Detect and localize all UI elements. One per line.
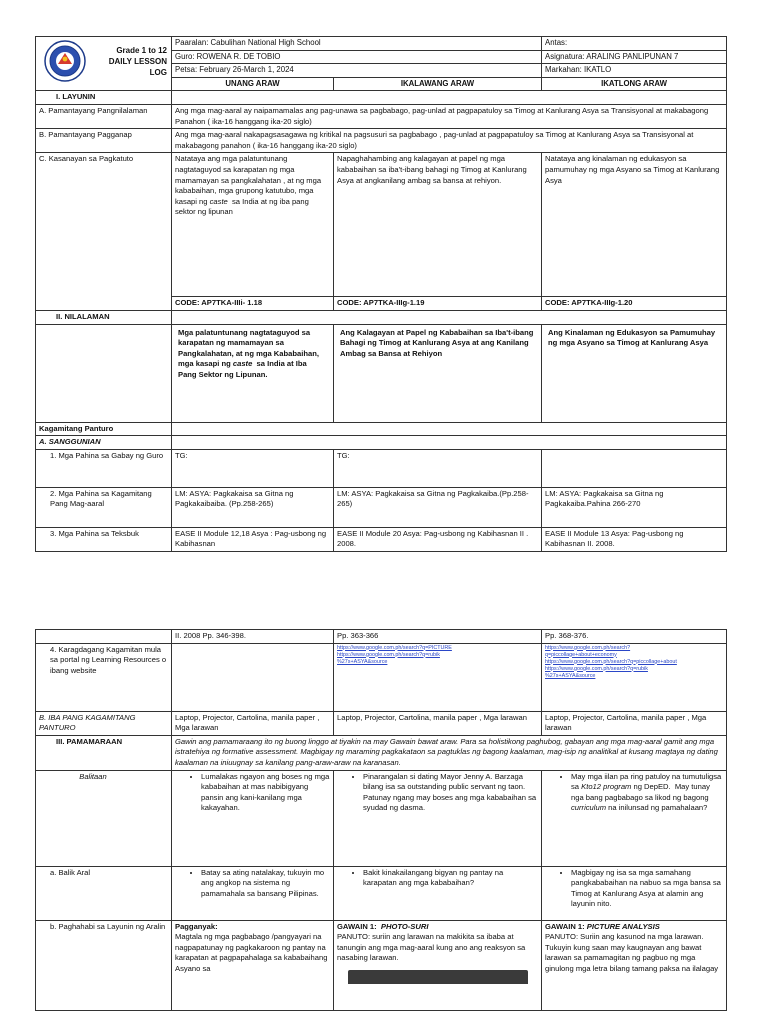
- paghahabi-day-1: [172, 920, 334, 1010]
- teksbuk-day-1: EASE II Module 12,18 Asya : Pag-usbong ng Kabihasnan: [172, 527, 334, 551]
- resource-link[interactable]: https://www.google.com.ph/search?q=PICTURE: [337, 644, 452, 651]
- list-item: • Pinarangalan si dating Mayor Jenny A. Barzaga bilang isa sa outstanding public servant ng taon. Patunay ngang may boses ang mga kababaihan sa syudad ng dasma.: [363, 772, 538, 814]
- kagamitang-mag-aaral-day-2: LM: ASYA: Pagkakaisa sa Gitna ng Pagkakaiba.(Pp.258-265): [334, 487, 542, 527]
- nilalaman-empty: [172, 310, 727, 324]
- gabay-guro-day-3: [542, 449, 727, 487]
- list-item: • May mga iilan pa ring patuloy na tumutuligsa sa Kto12 program ng DepED. May tunay nga bang pagbabago sa likod ng bagong curriculum na inilunsad ng pamahalaan?: [571, 772, 723, 814]
- antas-field: Antas:: [542, 37, 727, 51]
- list-item: • Batay sa ating natalakay, tukuyin mo ang angkop na sistema ng pamamahala sa bansang Pilipinas.: [201, 868, 330, 900]
- day-2-header: IKALAWANG ARAW: [334, 77, 542, 91]
- iba-day-3: Laptop, Projector, Cartolina, manila paper , Mga larawan: [542, 711, 727, 735]
- day-1-header: UNANG ARAW: [172, 77, 334, 91]
- balik-aral-label: a. Balik Aral: [36, 866, 172, 920]
- balitaan-label: Balitaan: [36, 770, 172, 866]
- resource-link[interactable]: q=piccollage+about+economy: [545, 651, 617, 658]
- layunin-label: I. LAYUNIN: [36, 91, 172, 105]
- header-logo-cell: [36, 37, 172, 91]
- pamantayang-pagganap-text: Ang mga mag-aaral nakapagsasagawa ng kritikal na pagsusuri sa pagbabago , pag-unlad at pagpapatuloy sa Timog at Kanlurang Asya sa Transisyonal at makabagong panahon ( ika-16 hanggang ika-20 siglo): [172, 129, 727, 153]
- kasanayan-day-3: Natataya ang kinalaman ng edukasyon sa pamumuhay ng mga Asyano sa Timog at Kanlurang Asya: [542, 153, 727, 297]
- teksbuk-cont-day-1: II. 2008 Pp. 346-398.: [172, 630, 334, 644]
- pamantayang-pangnilalaman-label: A. Pamantayang Pangnilalaman: [36, 104, 172, 128]
- karagdagang-day-2: [334, 643, 542, 711]
- paghahabi-day-2: [334, 920, 542, 1010]
- teksbuk-cont-day-3: Pp. 368-376.: [542, 630, 727, 644]
- kasanayan-day-1: Natataya ang mga palatuntunang nagtataguyod sa karapatan ng mga mamamayan sa pangkalahatan , at ng mga kababaihan, mga grupong katutubo, mga kasapi ng caste sa India at ng iba pang sektor ng lipunan: [172, 153, 334, 297]
- grade-title-line-3: LOG: [149, 68, 167, 77]
- kagamitang-mag-aaral-label: 2. Mga Pahina sa Kagamitang Pang Mag-aaral: [36, 487, 172, 527]
- pagganyak-text: Magtala ng mga pagbabago /pangyayari na nagpapatunay ng pagkakaroon ng pantay na karapatan at pagpapahalaga sa kababaihang Asyano sa: [175, 932, 328, 973]
- asignatura-field: Asignatura: ARALING PANLIPUNAN 7: [542, 50, 727, 64]
- lesson-log-table-page-1: [35, 36, 727, 552]
- paaralan-field: Paaralan: Cabulihan National High School: [172, 37, 542, 51]
- paghahabi-label: b. Paghahabi sa Layunin ng Aralin: [36, 920, 172, 1010]
- deped-seal-icon: [44, 40, 86, 82]
- nilalaman-day-2: Ang Kalagayan at Papel ng Kababaihan sa Iba't-ibang Bahagi ng Timog at Kanlurang Asya at ang Kanilang Ambag sa Bansa at Rehiyon: [334, 324, 542, 422]
- photo-suri-text: PANUTO: suriin ang larawan na makikita sa ibaba at tanungin ang mga mag-aaral kung ano ang reaksyon sa nasabing larawan.: [337, 932, 526, 963]
- layunin-empty: [172, 91, 727, 105]
- karagdagang-kagamitan-label: 4. Karagdagang Kagamitan mula sa portal ng Learning Resources o ibang website: [36, 643, 172, 711]
- balitaan-day-1: [172, 770, 334, 866]
- list-item: • Bakit kinakailangang bigyan ng pantay na karapatan ang mga kababaihan?: [363, 868, 538, 889]
- balitaan-day-3: [542, 770, 727, 866]
- day-3-header: IKATLONG ARAW: [542, 77, 727, 91]
- pamantayang-pangnilalaman-text: Ang mga mag-aaral ay naipamamalas ang pag-unawa sa pagbabago, pag-unlad at pagpapatuloy sa Timog at Kanlurang Asya sa Transisyonal at makabagong Panahon ( ika-16 hanggang ika-20 siglo): [172, 104, 727, 128]
- kasanayan-label: C. Kasanayan sa Pagkatuto: [36, 153, 172, 311]
- photo-suri-title: GAWAIN 1: PHOTO-SURI: [337, 921, 429, 931]
- nilalaman-left-empty: [36, 324, 172, 422]
- resource-link[interactable]: https://www.google.com.ph/search?q=rubik: [337, 651, 440, 658]
- list-item: • Magbigay ng isa sa mga samahang pangkababaihan na nabuo sa mga bansa sa Timog at Kanlurang Asya at alamin ang layunin nito.: [571, 868, 723, 910]
- iba-day-2: Laptop, Projector, Cartolina, manila paper , Mga larawan: [334, 711, 542, 735]
- code-day-3: CODE: AP7TKA-IIIg-1.20: [542, 297, 727, 311]
- kagamitan-empty: [172, 422, 727, 436]
- sanggunian-label: A. SANGGUNIAN: [36, 436, 172, 450]
- paghahabi-day-3: [542, 920, 727, 1010]
- balik-aral-day-1: [172, 866, 334, 920]
- resource-link[interactable]: https://www.google.com.ph/search?q=piccollage+about: [545, 658, 677, 665]
- teksbuk-day-2: EASE II Module 20 Asya: Pag-usbong ng Kabihasnan II . 2008.: [334, 527, 542, 551]
- balik-aral-day-2: [334, 866, 542, 920]
- gabay-guro-day-1: TG:: [172, 449, 334, 487]
- kasanayan-day-2: Napaghahambing ang kalagayan at papel ng mga kababaihan sa iba't-ibang bahagi ng Timog at Kanlurang Asya at angkanilang ambag sa bansa at rehiyon.: [334, 153, 542, 297]
- markahan-field: Markahan: IKATLO: [542, 64, 727, 78]
- teksbuk-label: 3. Mga Pahina sa Teksbuk: [36, 527, 172, 551]
- lesson-log-table-page-2: [35, 629, 727, 1011]
- resource-link[interactable]: %27s+ASYA&source: [545, 672, 596, 679]
- nilalaman-day-1: Mga palatuntunang nagtataguyod sa karapatan ng mamamayan sa Pangkalahatan, at ng mga Kababaihan, mga kasapi ng caste sa India at Iba Pang Sektor ng Lipunan.: [172, 324, 334, 422]
- teksbuk-day-3: EASE II Module 13 Asya: Pag-usbong ng Kabihasnan II. 2008.: [542, 527, 727, 551]
- gabay-guro-label: 1. Mga Pahina sa Gabay ng Guro: [36, 449, 172, 487]
- teksbuk-cont-day-2: Pp. 363-366: [334, 630, 542, 644]
- list-item: • Lumalakas ngayon ang boses ng mga kababaihan at mas nabibigyang pansin ang kani-kanilang mga kakayahan.: [201, 772, 330, 814]
- balik-aral-day-3: [542, 866, 727, 920]
- grade-title-line-2: DAILY LESSON: [108, 57, 167, 66]
- code-day-2: CODE: AP7TKA-IIIg-1.19: [334, 297, 542, 311]
- picture-analysis-title: GAWAIN 1: PICTURE ANALYSIS: [545, 921, 660, 931]
- pamamaraan-label: III. PAMAMARAAN: [36, 735, 172, 770]
- nilalaman-day-3: Ang Kinalaman ng Edukasyon sa Pamumuhay ng mga Asyano sa Timog at Kanlurang Asya: [542, 324, 727, 422]
- photo-suri-image: [348, 970, 528, 984]
- karagdagang-day-1: [172, 643, 334, 711]
- iba-pang-kagamitan-label: B. IBA PANG KAGAMITANG PANTURO: [36, 711, 172, 735]
- resource-link[interactable]: https://www.google.com.ph/search?q=rubik: [545, 665, 648, 672]
- kagamitan-label: Kagamitang Panturo: [36, 422, 172, 436]
- kagamitang-mag-aaral-day-1: LM: ASYA: Pagkakaisa sa Gitna ng Pagkakaibaiba. (Pp.258-265): [172, 487, 334, 527]
- picture-analysis-text: PANUTO: Suriin ang kasunod na mga larawan. Tukuyin kung saan may kaugnayan ang bawat larawan sa pamamagitan ng pagbuo ng mga ginulong mga letra bilang tamang paksa na ilalagay: [545, 932, 719, 973]
- resource-link[interactable]: https://www.google.com.ph/search?: [545, 644, 631, 651]
- kagamitang-mag-aaral-day-3: LM: ASYA: Pagkakaisa sa Gitna ng Pagkakaiba.Pahina 266-270: [542, 487, 727, 527]
- resource-link[interactable]: %27s+ASYA&source: [337, 658, 388, 665]
- nilalaman-label: II. NILALAMAN: [36, 310, 172, 324]
- code-day-1: CODE: AP7TKA-IIIi- 1.18: [172, 297, 334, 311]
- pamantayang-pagganap-label: B. Pamantayang Pagganap: [36, 129, 172, 153]
- teksbuk-cont-label: [36, 630, 172, 644]
- iba-day-1: Laptop, Projector, Cartolina, manila paper , Mga larawan: [172, 711, 334, 735]
- balitaan-day-2: [334, 770, 542, 866]
- sanggunian-empty: [172, 436, 727, 450]
- pagganyak-title: Pagganyak:: [175, 921, 218, 931]
- pamamaraan-text: Gawin ang pamamaraang ito ng buong linggo at tiyakin na may Gawain bawat araw. Para sa holistikong paghubog, gabayan ang mga mag-aaral gamit ang mga istratehiya ng formative assessment. Magbigay ng maraming pagkakataon sa pagtuklas ng bagong kaalaman, mag-isip ng analitikal at kusang magtaya ng dating kaalaman na iniuugnay sa kanilang pang-araw-araw na karanasan.: [172, 735, 727, 770]
- karagdagang-day-3: [542, 643, 727, 711]
- guro-field: Guro: ROWENA R. DE TOBIO: [172, 50, 542, 64]
- petsa-field: Petsa: February 26-March 1, 2024: [172, 64, 542, 78]
- grade-title-line-1: Grade 1 to 12: [116, 46, 167, 55]
- gabay-guro-day-2: TG:: [334, 449, 542, 487]
